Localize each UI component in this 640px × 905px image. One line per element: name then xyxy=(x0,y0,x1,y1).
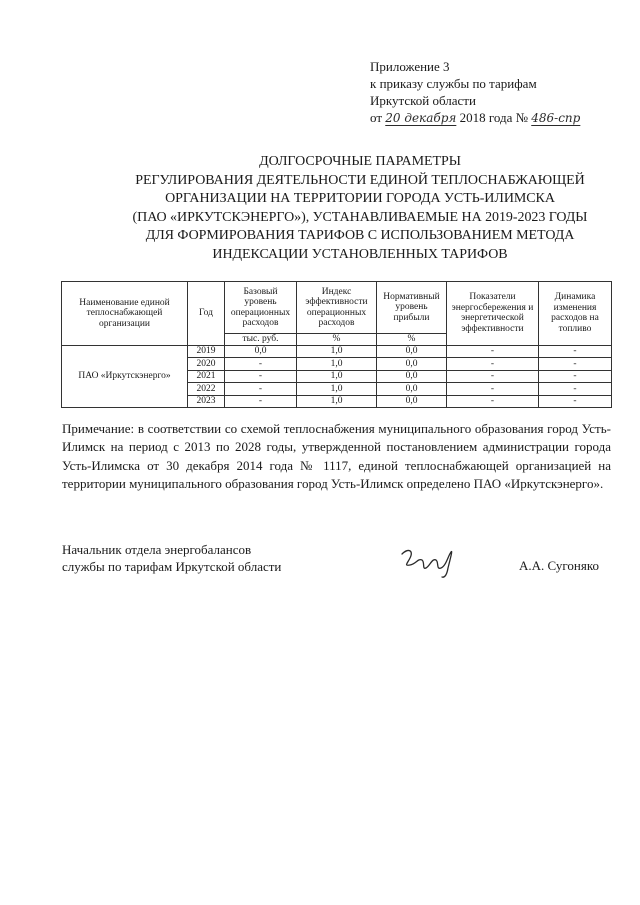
base-cell: - xyxy=(225,358,297,371)
index-cell: 1,0 xyxy=(297,358,377,371)
base-cell: - xyxy=(225,383,297,396)
organization-cell: ПАО «Иркутскэнерго» xyxy=(62,345,188,408)
header-org: Наименование единой теплоснабжающей организации xyxy=(62,282,188,346)
title-line: (ПАО «ИРКУТСКЭНЕРГО»), УСТАНАВЛИВАЕМЫЕ НА 2019-2023 ГОДЫ xyxy=(132,209,588,225)
profit-cell: 0,0 xyxy=(377,383,447,396)
handwritten-signature xyxy=(398,546,468,580)
handwritten-order-number: 486-спр xyxy=(531,111,581,125)
parameters-table xyxy=(61,281,612,408)
signatory-position xyxy=(62,541,281,575)
fuel-cell: - xyxy=(539,395,612,408)
index-cell: 1,0 xyxy=(297,345,377,358)
fuel-cell: - xyxy=(539,358,612,371)
header-year: Год xyxy=(188,282,225,346)
header-energy-saving: Показатели энергосбережения и энергетической эффективности xyxy=(447,282,539,346)
table-header-row xyxy=(62,282,612,334)
unit-index: % xyxy=(297,334,377,346)
profit-cell: 0,0 xyxy=(377,358,447,371)
profit-cell: 0,0 xyxy=(377,345,447,358)
header-profit: Нормативный уровень прибыли xyxy=(377,282,447,334)
energy-cell: - xyxy=(447,345,539,358)
year-cell: 2022 xyxy=(188,383,225,396)
signatory-name: А.А. Сугоняко xyxy=(519,558,599,573)
profit-cell: 0,0 xyxy=(377,395,447,408)
title-line: ДЛЯ ФОРМИРОВАНИЯ ТАРИФОВ С ИСПОЛЬЗОВАНИЕМ МЕТОДА xyxy=(145,228,575,243)
index-cell: 1,0 xyxy=(297,395,377,408)
base-cell: - xyxy=(225,370,297,383)
title-line: ОРГАНИЗАЦИИ НА ТЕРРИТОРИИ ГОРОДА УСТЬ-ИЛИМСКА xyxy=(165,191,555,206)
header-fuel-dynamics: Динамика изменения расходов на топливо xyxy=(539,282,612,346)
profit-cell: 0,0 xyxy=(377,370,447,383)
document-title xyxy=(60,153,640,264)
title-line: ДОЛГОСРОЧНЫЕ ПАРАМЕТРЫ xyxy=(259,154,461,169)
note-paragraph: Примечание: в соответствии со схемой теплоснабжения муниципального образования город Усть-Илимск на период с 2013 по 2028 годы, утвержденной постановлением администрации города Усть-Илимска от 30 декабря 2014 года № 1117, единой теплоснабжающей организацией на территории муниципального образования город Усть-Илимск определено ПАО «Иркутскэнерго». xyxy=(62,421,611,492)
energy-cell: - xyxy=(447,395,539,408)
header-efficiency-index: Индекс эффективности операционных расходов xyxy=(297,282,377,334)
fuel-cell: - xyxy=(539,345,612,358)
unit-profit: % xyxy=(377,334,447,346)
year-cell: 2019 xyxy=(188,345,225,358)
year-cell: 2020 xyxy=(188,358,225,371)
appendix-region: Иркутской области xyxy=(370,93,476,108)
from-label: от xyxy=(370,110,383,125)
appendix-header xyxy=(370,58,632,127)
appendix-date-line xyxy=(370,109,632,127)
index-cell: 1,0 xyxy=(297,370,377,383)
handwritten-date: 20 декабря xyxy=(385,111,457,125)
title-line: ИНДЕКСАЦИИ УСТАНОВЛЕННЫХ ТАРИФОВ xyxy=(212,246,508,262)
fuel-cell: - xyxy=(539,383,612,396)
energy-cell: - xyxy=(447,358,539,371)
energy-cell: - xyxy=(447,370,539,383)
base-cell: - xyxy=(225,395,297,408)
energy-cell: - xyxy=(447,383,539,396)
year-cell: 2023 xyxy=(188,395,225,408)
index-cell: 1,0 xyxy=(297,383,377,396)
title-line: РЕГУЛИРОВАНИЯ ДЕЯТЕЛЬНОСТИ ЕДИНОЙ ТЕПЛОСНАБЖАЮЩЕЙ xyxy=(135,172,585,188)
position-line: Начальник отдела энергобалансов xyxy=(62,542,252,557)
appendix-number: Приложение 3 xyxy=(370,59,450,74)
year-label: 2018 года № xyxy=(459,110,528,125)
appendix-order-ref: к приказу службы по тарифам xyxy=(370,76,537,91)
header-base-opex: Базовый уровень операционных расходов xyxy=(225,282,297,334)
fuel-cell: - xyxy=(539,370,612,383)
unit-base: тыс. руб. xyxy=(225,334,297,346)
base-cell: 0,0 xyxy=(225,345,297,358)
year-cell: 2021 xyxy=(188,370,225,383)
position-line: службы по тарифам Иркутской области xyxy=(62,559,282,574)
table-row xyxy=(62,345,612,358)
